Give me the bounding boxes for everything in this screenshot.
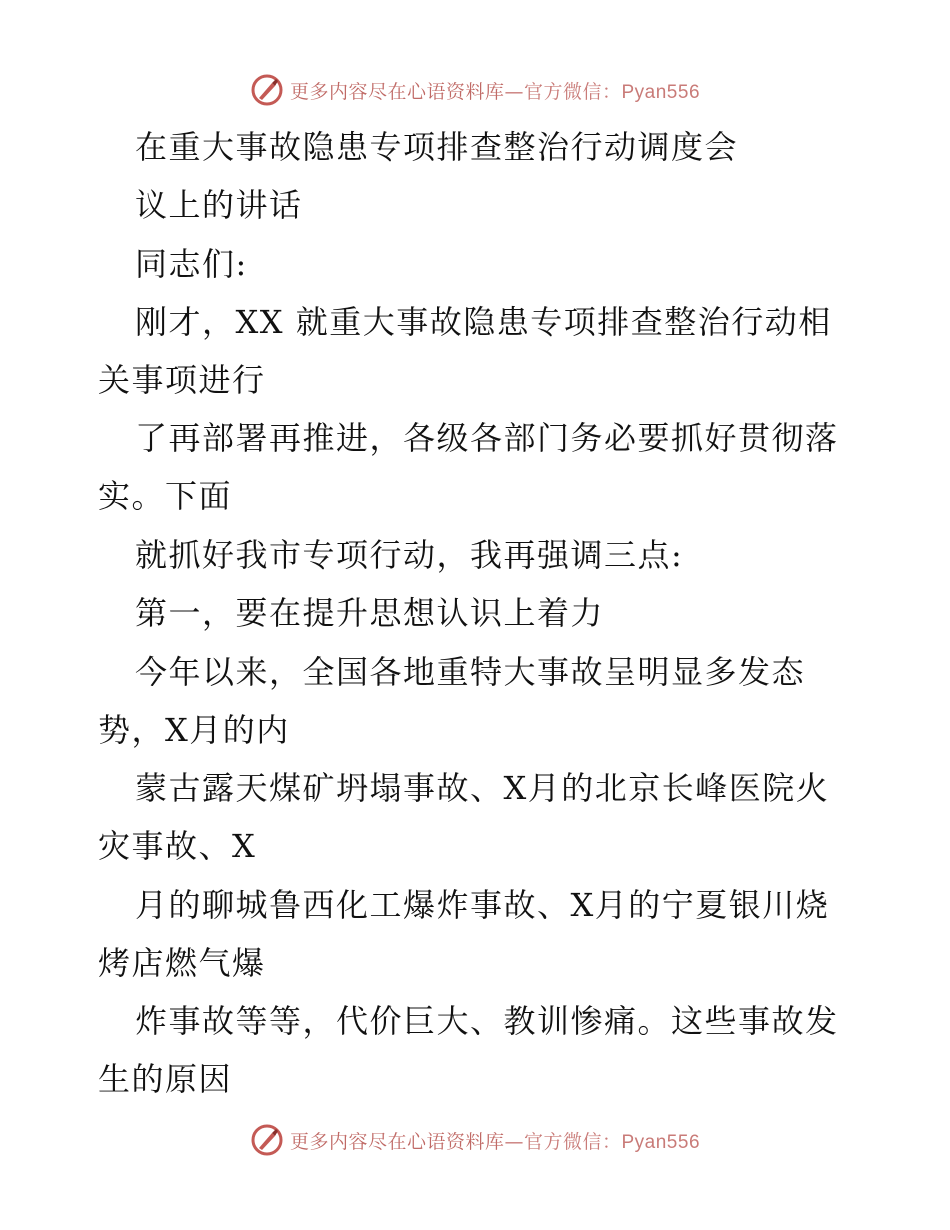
paragraph-line: 今年以来，全国各地重特大事故呈明显多发态 bbox=[135, 653, 806, 691]
paragraph-line: 势，X月的内 bbox=[98, 711, 290, 749]
pen-seal-icon bbox=[250, 1123, 284, 1157]
watermark-wechat-id: Pyan556 bbox=[621, 1131, 701, 1153]
paragraph-line: 烤店燃气爆 bbox=[98, 944, 266, 982]
section-heading: 第一，要在提升思想认识上着力 bbox=[135, 594, 605, 632]
title-line-2: 议上的讲话 bbox=[135, 186, 303, 224]
paragraph-line: 实。下面 bbox=[98, 477, 233, 515]
paragraph-line: 关事项进行 bbox=[98, 361, 266, 399]
paragraph-line: 蒙古露天煤矿坍塌事故、X月的北京长峰医院火 bbox=[135, 769, 830, 807]
title-line-1: 在重大事故隐患专项排查整治行动调度会 bbox=[135, 128, 739, 166]
watermark-header bbox=[0, 72, 950, 108]
paragraph-line: 了再部署再推进，各级各部门务必要抓好贯彻落 bbox=[135, 419, 839, 457]
watermark-dash: — bbox=[504, 1130, 524, 1153]
watermark-dash: — bbox=[504, 80, 524, 103]
paragraph-line: 炸事故等等，代价巨大、教训惨痛。这些事故发 bbox=[135, 1002, 839, 1040]
watermark-wechat-id: Pyan556 bbox=[621, 81, 701, 103]
watermark-footer bbox=[0, 1122, 950, 1158]
paragraph-line: 就抓好我市专项行动，我再强调三点: bbox=[135, 536, 684, 574]
pen-seal-icon bbox=[250, 73, 284, 107]
watermark-wechat-label: 官方微信： bbox=[523, 80, 622, 103]
paragraph-line: 生的原因 bbox=[98, 1060, 233, 1098]
paragraph-line: 灾事故、X bbox=[98, 827, 257, 865]
watermark-main-text: 更多内容尽在心语资料库 bbox=[289, 1130, 505, 1153]
watermark-main-text: 更多内容尽在心语资料库 bbox=[289, 80, 505, 103]
watermark-text bbox=[290, 77, 700, 104]
watermark-wechat-label: 官方微信： bbox=[523, 1130, 622, 1153]
paragraph-line: 月的聊城鲁西化工爆炸事故、X月的宁夏银川烧 bbox=[135, 886, 830, 924]
watermark-text bbox=[290, 1127, 700, 1154]
paragraph-line: 刚才，XX 就重大事故隐患专项排查整治行动相 bbox=[135, 303, 832, 341]
salutation: 同志们: bbox=[135, 245, 248, 283]
